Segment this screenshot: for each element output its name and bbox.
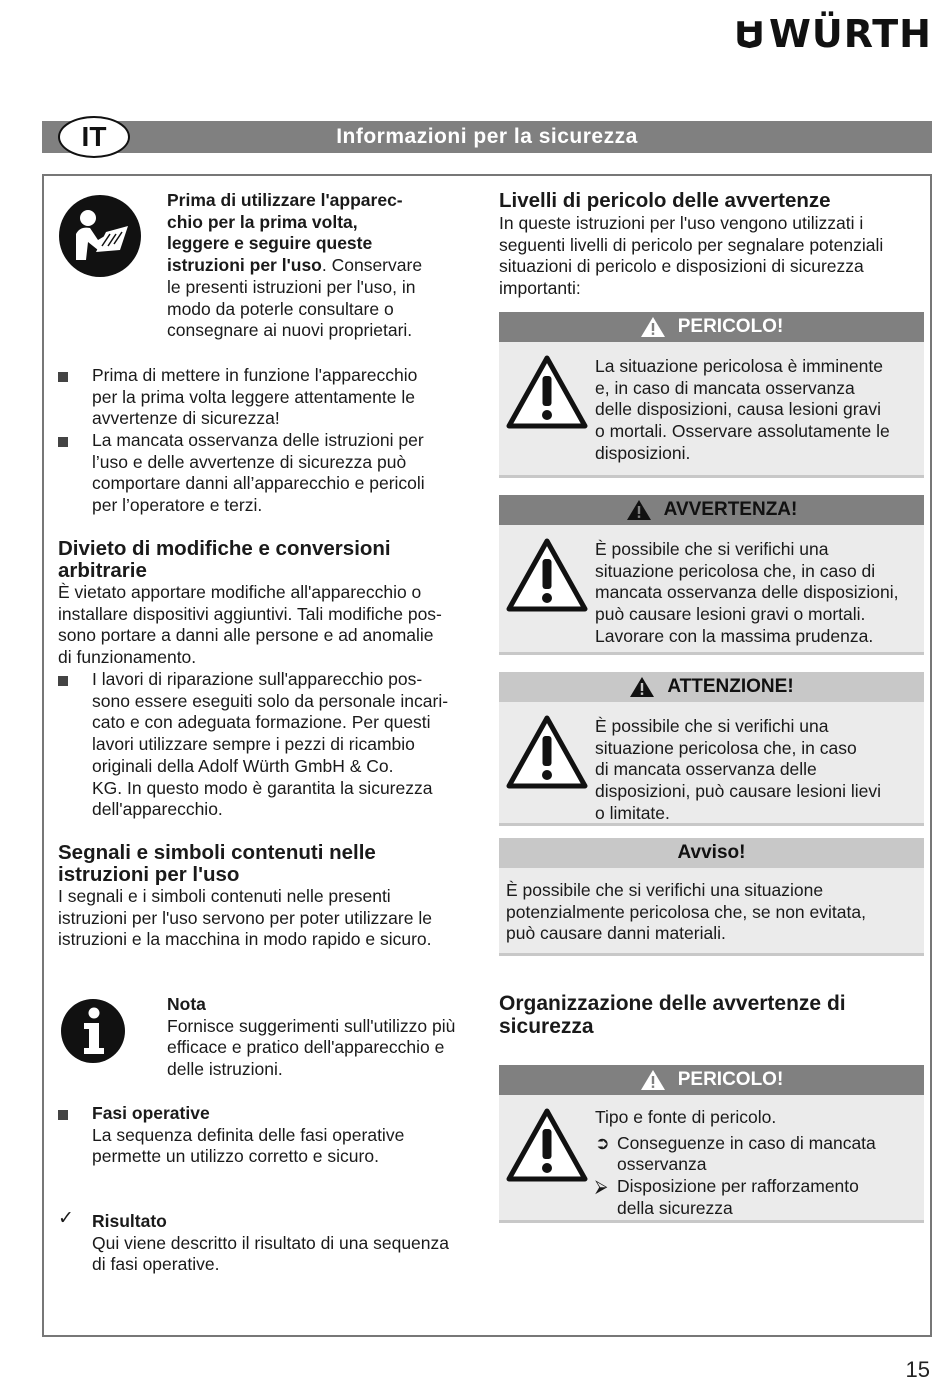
text-line: o limitate. bbox=[595, 802, 670, 823]
risultato-block bbox=[92, 1211, 477, 1276]
intro-text-line: . Conservare bbox=[321, 255, 423, 276]
warning-box-avvertenza bbox=[499, 495, 924, 655]
warning-text bbox=[595, 1107, 918, 1220]
warning-box-structure bbox=[499, 1065, 924, 1223]
list-item-line: lavori utilizzare sempre i pezzi di ricambio bbox=[92, 734, 415, 755]
text-line: sono portare a danni alle persone e ad anomalie bbox=[58, 625, 434, 646]
warning-text bbox=[595, 716, 918, 825]
intro-text-line: le presenti istruzioni per l'uso, in bbox=[167, 276, 416, 297]
fasi-block bbox=[92, 1103, 477, 1168]
heading-line: Organizzazione delle avvertenze di bbox=[499, 992, 846, 1015]
chevron-right-icon: ⮚ bbox=[595, 1176, 608, 1197]
divieto-paragraph bbox=[58, 582, 478, 669]
list-item bbox=[92, 365, 472, 430]
square-bullet-icon bbox=[58, 437, 68, 447]
text-line: e, in caso di mancata osservanza bbox=[595, 377, 855, 398]
warning-header bbox=[499, 312, 924, 342]
warning-header bbox=[499, 1065, 924, 1095]
text-line: potenzialmente pericolosa che, se non evitata, bbox=[506, 901, 866, 922]
text-line: Conseguenze in caso di mancata bbox=[617, 1132, 876, 1153]
warning-triangle-icon bbox=[505, 537, 589, 613]
warning-box-pericolo bbox=[499, 312, 924, 478]
intro-text-line: consegnare ai nuovi proprietari. bbox=[167, 320, 413, 341]
text-line: della sicurezza bbox=[617, 1197, 733, 1218]
list-item bbox=[92, 669, 477, 821]
list-item-line: comportare danni all’apparecchio e pericoli bbox=[92, 473, 425, 494]
warning-label: PERICOLO! bbox=[677, 1069, 784, 1090]
text-line: La sequenza definita delle fasi operative bbox=[92, 1124, 405, 1145]
warning-triangle-icon bbox=[629, 676, 655, 698]
text-line: Fornisce suggerimenti sull'utilizzo più bbox=[167, 1015, 456, 1036]
warning-label: PERICOLO! bbox=[677, 316, 784, 337]
heading-line: sicurezza bbox=[499, 1015, 594, 1038]
intro-bold-line: istruzioni per l'uso bbox=[167, 255, 322, 276]
text-line: seguenti livelli di pericolo per segnalare potenziali bbox=[499, 234, 884, 255]
text-line: Tipo e fonte di pericolo. bbox=[595, 1107, 777, 1127]
warning-box-avviso bbox=[499, 838, 924, 956]
heading-line: Segnali e simboli contenuti nelle bbox=[58, 841, 376, 864]
wurth-emblem-icon bbox=[736, 13, 763, 55]
intro-bold-line: leggere e seguire queste bbox=[167, 233, 373, 254]
segnali-paragraph bbox=[58, 886, 478, 951]
text-line: importanti: bbox=[499, 278, 581, 299]
heading-organizzazione bbox=[499, 992, 924, 1038]
fasi-title: Fasi operative bbox=[92, 1103, 210, 1123]
list-item-line: originali della Adolf Würth GmbH & Co. bbox=[92, 755, 394, 776]
text-line: situazioni di pericolo e disposizioni di sicurezza bbox=[499, 256, 864, 277]
nota-title: Nota bbox=[167, 994, 206, 1014]
text-line: I segnali e i simboli contenuti nelle presenti bbox=[58, 886, 391, 906]
list-item-line: avvertenze di sicurezza! bbox=[92, 408, 280, 429]
read-manual-icon bbox=[58, 194, 142, 278]
warning-text bbox=[595, 539, 918, 648]
text-line: istruzioni e la macchina in modo rapido e sicuro. bbox=[58, 929, 432, 950]
intro-paragraph bbox=[167, 190, 467, 342]
text-line: installare dispositivi aggiuntivi. Tali modifiche pos- bbox=[58, 603, 442, 624]
language-badge: IT bbox=[58, 116, 130, 158]
text-line: Lavorare con la massima prudenza. bbox=[595, 625, 874, 646]
list-item-line: La mancata osservanza delle istruzioni per bbox=[92, 430, 424, 450]
warning-triangle-icon bbox=[640, 316, 666, 338]
warning-text bbox=[595, 356, 918, 465]
list-item-line: per l’operatore e terzi. bbox=[92, 495, 263, 516]
square-bullet-icon bbox=[58, 676, 68, 686]
text-line: istruzioni per l'uso servono per poter utilizzare le bbox=[58, 907, 432, 928]
warning-header bbox=[499, 495, 924, 525]
text-line: situazione pericolosa che, in caso di bbox=[595, 560, 876, 581]
heading-line: istruzioni per l'uso bbox=[58, 863, 240, 886]
text-line: mancata osservanza delle disposizioni, bbox=[595, 582, 899, 603]
brand-name: WÜRTH bbox=[768, 12, 932, 56]
square-bullet-icon bbox=[58, 372, 68, 382]
warning-label: Avviso! bbox=[677, 842, 746, 863]
page-title: Informazioni per la sicurezza bbox=[336, 125, 638, 148]
list-item-line: I lavori di riparazione sull'apparecchio pos- bbox=[92, 669, 423, 689]
list-item-line: cato e con adeguata formazione. Per questi bbox=[92, 712, 431, 733]
list-item bbox=[595, 1176, 918, 1219]
warning-triangle-icon bbox=[505, 1107, 589, 1183]
warning-text bbox=[506, 880, 918, 945]
text-line: delle istruzioni. bbox=[167, 1059, 283, 1080]
intro-bold-line: Prima di utilizzare l'apparec- bbox=[167, 190, 403, 210]
text-line: di funzionamento. bbox=[58, 647, 197, 668]
warning-label: ATTENZIONE! bbox=[667, 676, 794, 697]
list-item bbox=[595, 1133, 918, 1176]
warning-triangle-icon bbox=[626, 499, 652, 521]
text-line: delle disposizioni, causa lesioni gravi bbox=[595, 399, 881, 420]
text-line: È possibile che si verifichi una bbox=[595, 539, 829, 559]
text-line: È possibile che si verifichi una situazione bbox=[506, 880, 824, 900]
list-item-line: l’uso e delle avvertenze di sicurezza può bbox=[92, 451, 407, 472]
list-item-line: sono essere eseguiti solo da personale incari- bbox=[92, 690, 449, 711]
info-icon bbox=[60, 998, 126, 1064]
list-item bbox=[92, 430, 472, 517]
text-line: disposizioni. bbox=[595, 442, 691, 463]
text-line: di fasi operative. bbox=[92, 1254, 220, 1275]
warning-box-attenzione bbox=[499, 672, 924, 826]
text-line: osservanza bbox=[617, 1154, 707, 1175]
warning-header bbox=[499, 672, 924, 702]
text-line: permette un utilizzo corretto e sicuro. bbox=[92, 1146, 379, 1167]
text-line: o mortali. Osservare assolutamente le bbox=[595, 421, 890, 442]
heading-divieto bbox=[58, 538, 478, 582]
livelli-paragraph bbox=[499, 213, 924, 300]
text-line: di mancata osservanza delle bbox=[595, 759, 817, 780]
list-item-line: dell'apparecchio. bbox=[92, 799, 223, 820]
warning-header bbox=[499, 838, 924, 868]
risultato-title: Risultato bbox=[92, 1211, 167, 1231]
warning-triangle-icon bbox=[640, 1069, 666, 1091]
checkmark-icon: ✓ bbox=[58, 1208, 74, 1229]
heading-segnali bbox=[58, 842, 478, 886]
heading-line: arbitrarie bbox=[58, 559, 147, 582]
warning-label: AVVERTENZA! bbox=[663, 499, 798, 520]
warning-triangle-icon bbox=[505, 714, 589, 790]
text-line: È vietato apportare modifiche all'apparecchio o bbox=[58, 582, 422, 602]
page-number: 15 bbox=[905, 1357, 930, 1382]
heading-livelli: Livelli di pericolo delle avvertenze bbox=[499, 189, 831, 212]
square-bullet-icon bbox=[58, 1110, 68, 1120]
list-item-line: per la prima volta leggere attentamente le bbox=[92, 386, 415, 407]
text-line: può causare lesioni gravi o mortali. bbox=[595, 604, 866, 625]
nota-block bbox=[167, 994, 477, 1081]
warning-triangle-icon bbox=[505, 354, 589, 430]
text-line: situazione pericolosa che, in caso bbox=[595, 737, 857, 758]
heading-line: Divieto di modifiche e conversioni bbox=[58, 537, 391, 560]
text-line: disposizioni, può causare lesioni lievi bbox=[595, 781, 881, 802]
section-header-bar bbox=[42, 121, 932, 153]
text-line: È possibile che si verifichi una bbox=[595, 716, 829, 736]
text-line: può causare danni materiali. bbox=[506, 923, 726, 944]
wurth-logo bbox=[736, 12, 932, 56]
list-item-line: Prima di mettere in funzione l'apparecchio bbox=[92, 365, 418, 385]
text-line: Disposizione per rafforzamento bbox=[617, 1176, 859, 1197]
text-line: efficace e pratico dell'apparecchio e bbox=[167, 1037, 445, 1058]
text-line: La situazione pericolosa è imminente bbox=[595, 356, 883, 376]
list-item-line: KG. In questo modo è garantita la sicurezza bbox=[92, 777, 433, 798]
arrow-right-icon: ➲ bbox=[595, 1132, 610, 1153]
intro-bold-line: chio per la prima volta, bbox=[167, 211, 358, 232]
intro-text-line: modo da poterle consultare o bbox=[167, 298, 394, 319]
text-line: Qui viene descritto il risultato di una sequenza bbox=[92, 1232, 450, 1253]
text-line: In queste istruzioni per l'uso vengono utilizzati i bbox=[499, 213, 864, 233]
